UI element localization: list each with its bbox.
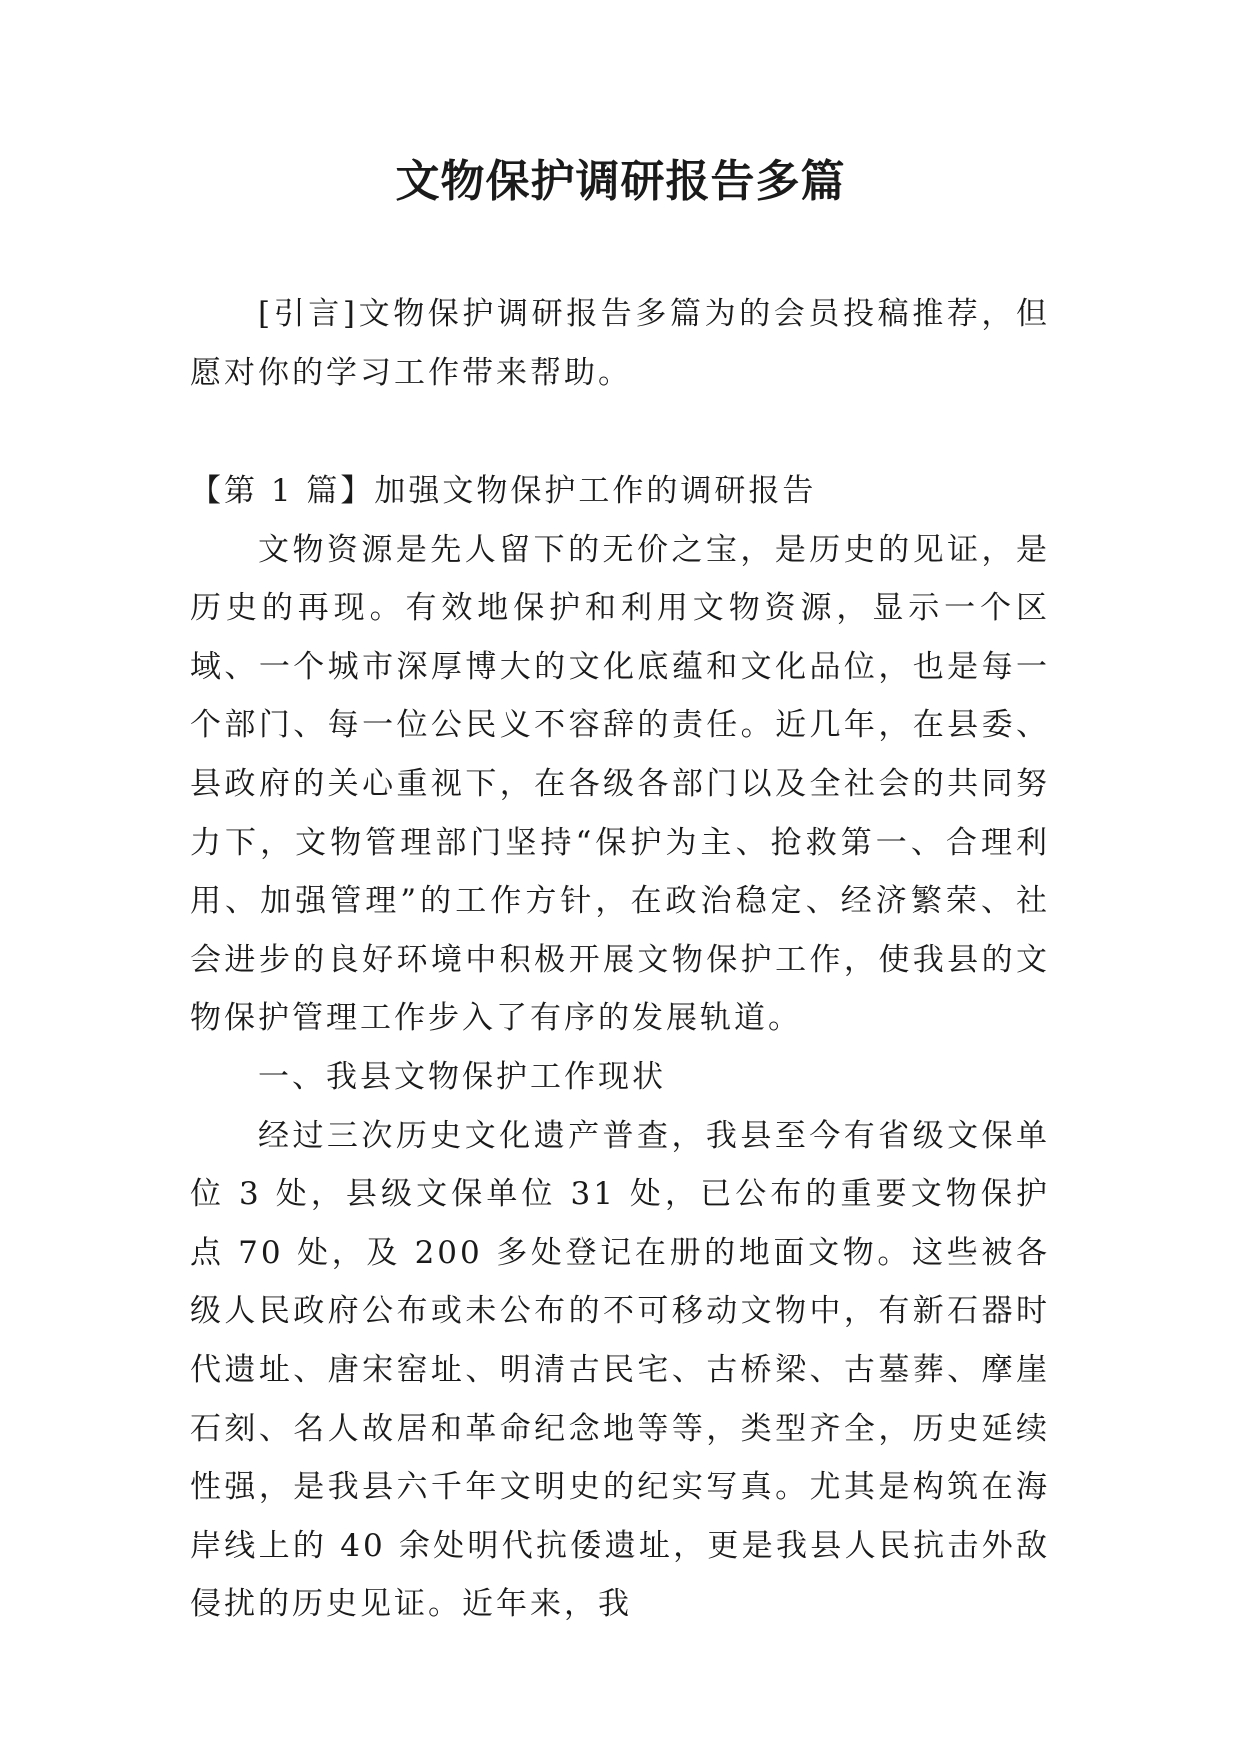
article-heading: 【第 1 篇】加强文物保护工作的调研报告 — [190, 473, 817, 509]
intro-paragraph: [引言]文物保护调研报告多篇为的会员投稿推荐，但愿对你的学习工作带来帮助。 — [190, 296, 1050, 391]
article-body — [190, 462, 1050, 1634]
body-paragraph-1: 文物资源是先人留下的无价之宝，是历史的见证，是历史的再现。有效地保护和利用文物资源，显示一个区域、一个城市深厚博大的文化底蕴和文化品位，也是每一个部门、每一位公民义不容辞的责任。近几年，在县委、县政府的关心重视下，在各级各部门以及全社会的共同努力下，文物管理部门坚持“保护为主、抢救第一、合理利用、加强管理”的工作方针，在政治稳定、经济繁荣、社会进步的良好环境中积极开展文物保护工作，使我县的文物保护管理工作步入了有序的发展轨道。 — [190, 531, 1050, 1037]
section-heading-1: 一、我县文物保护工作现状 — [258, 1058, 666, 1095]
document-title: 文物保护调研报告多篇 — [395, 156, 846, 207]
body-paragraph-2: 经过三次历史文化遗产普查，我县至今有省级文保单位 3 处，县级文保单位 31 处，已公布的重要文物保护点 70 处，及 200 多处登记在册的地面文物。这些被各级人民政府公布或未公布的不可移动文物中，有新石器时代遗址、唐宋窑址、明清古民宅、古桥梁、古墓葬、摩崖石刻、名人故居和革命纪念地等等，类型齐全，历史延续性强，是我县六千年文明史的纪实写真。尤其是构筑在海岸线上的 40 余处明代抗倭遗址，更是我县人民抗击外敌侵扰的历史见证。近年来，我 — [190, 1117, 1050, 1623]
